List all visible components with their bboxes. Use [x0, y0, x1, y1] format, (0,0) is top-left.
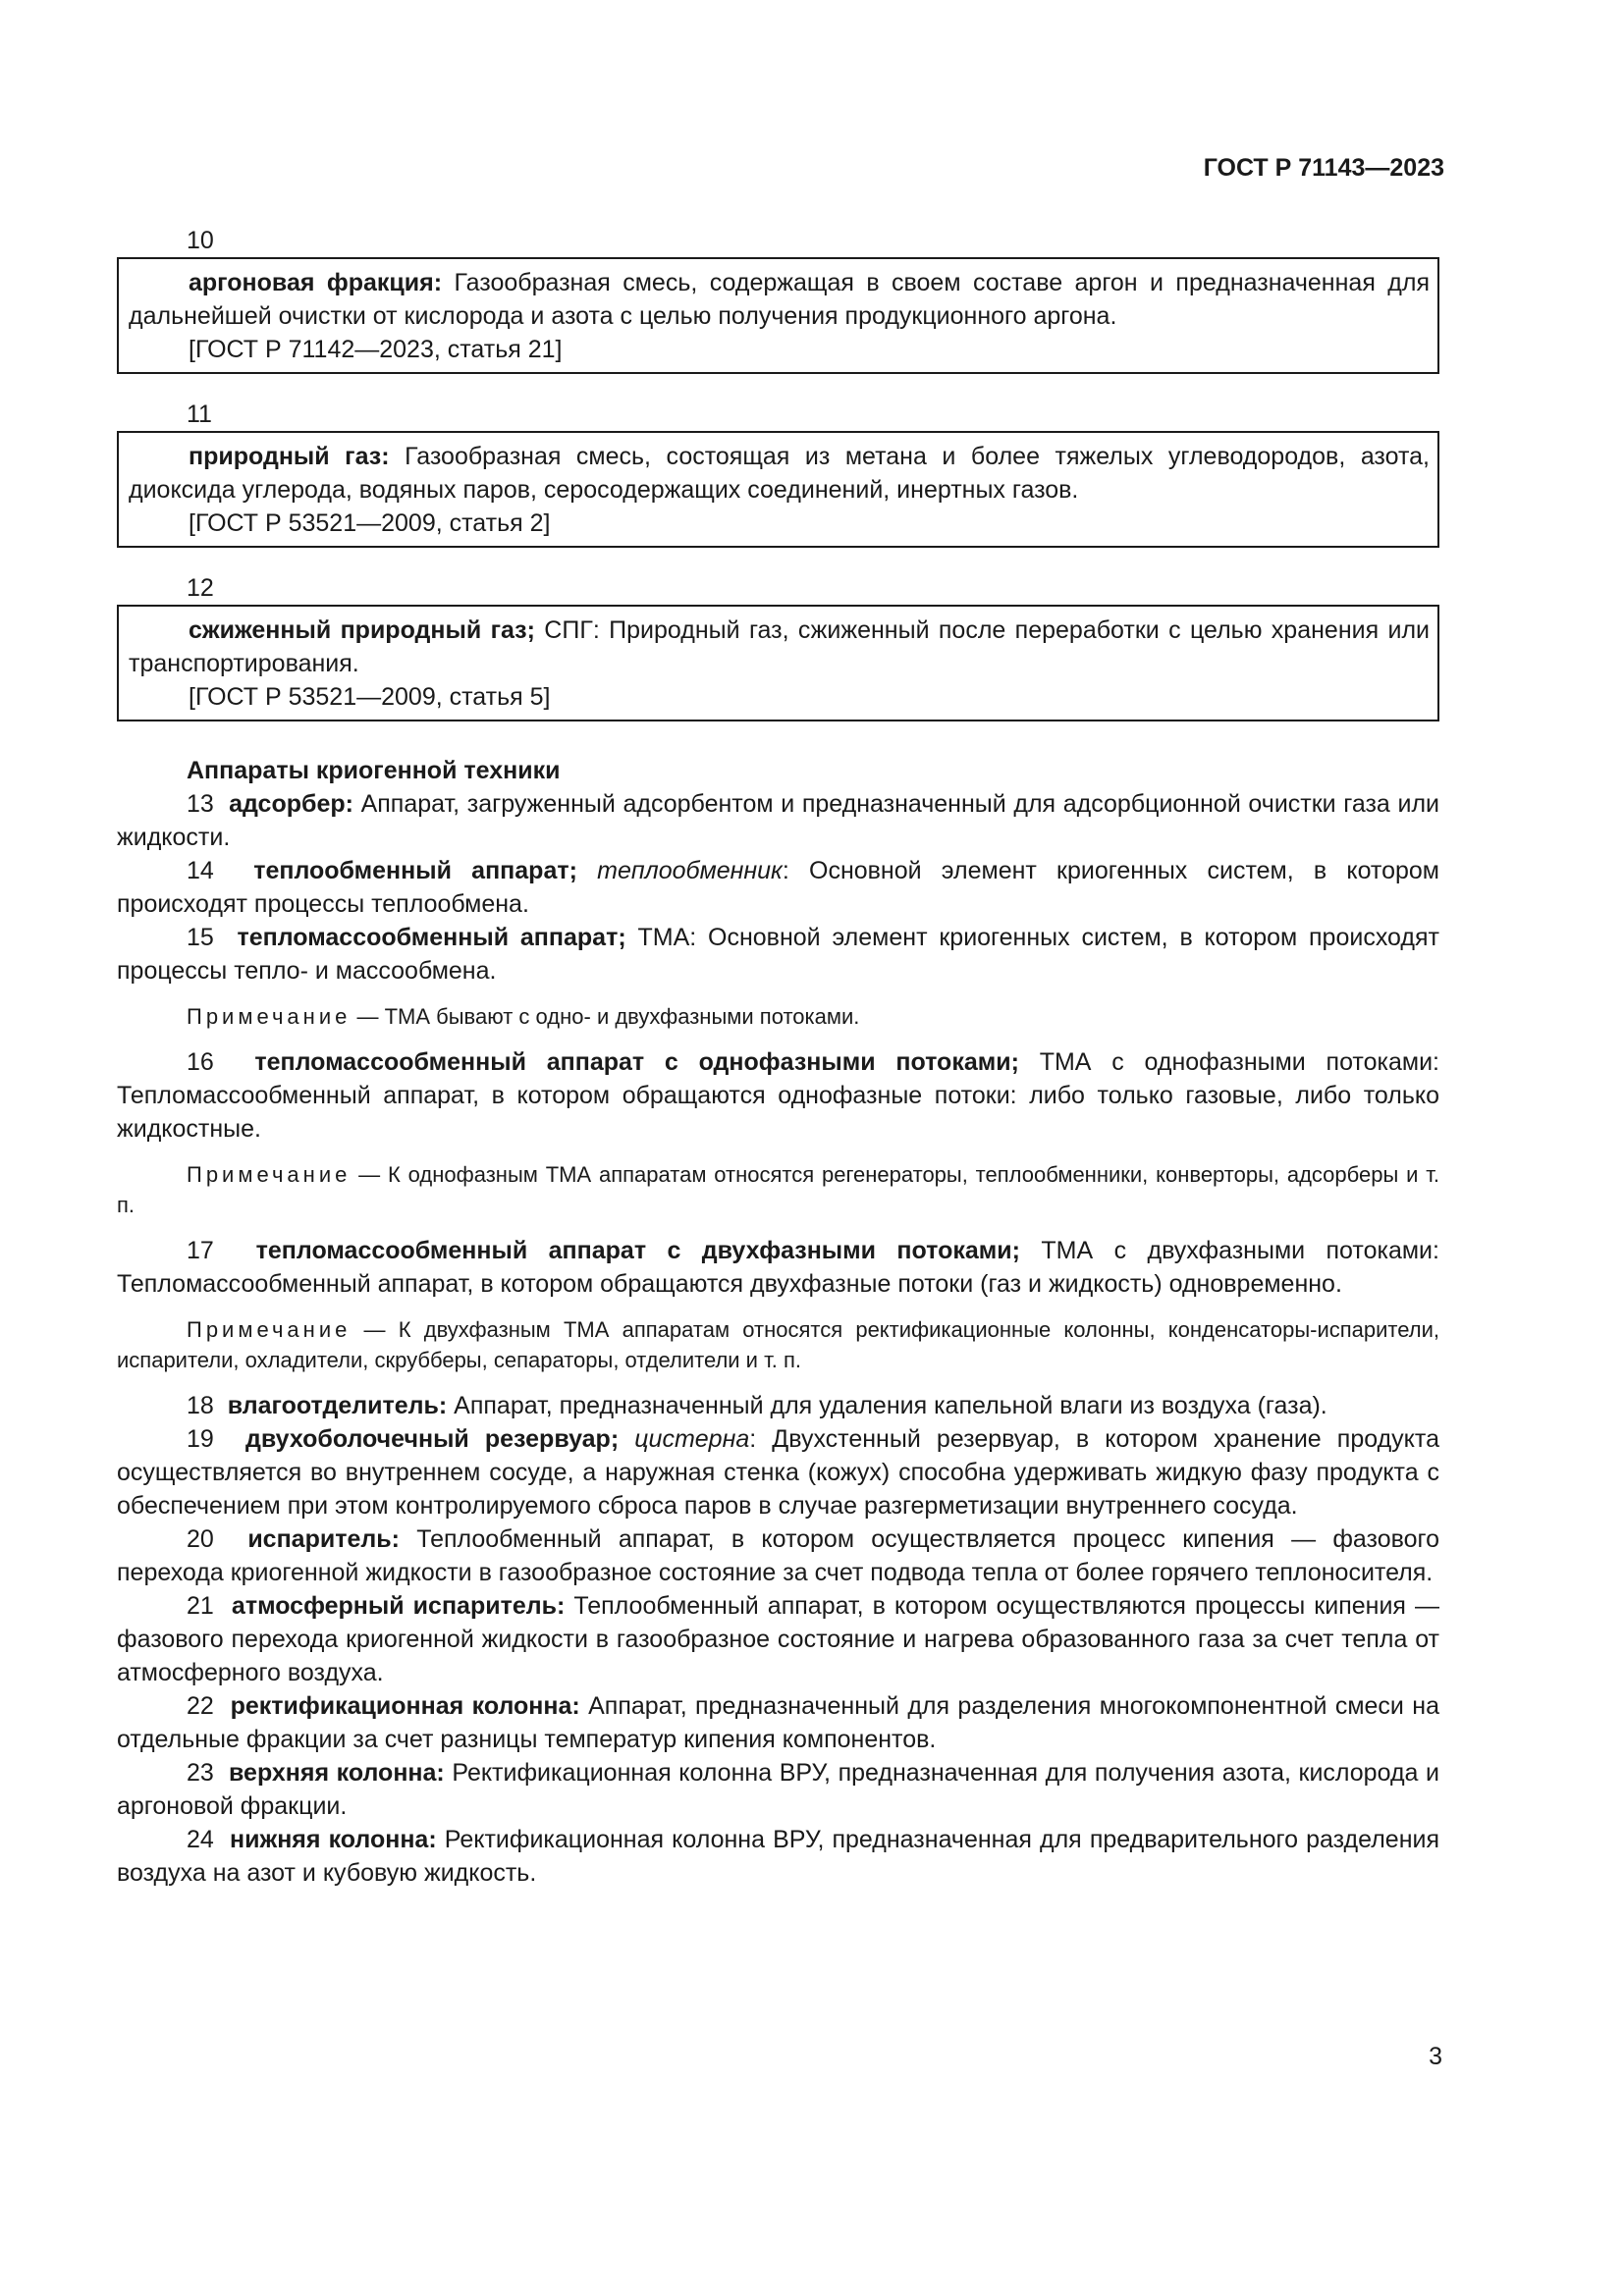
term-synonym: цистерна — [634, 1425, 750, 1453]
note-16: Примечание — К однофазным ТМА аппаратам относятся регенераторы, теплообменники, конверторы, адсорберы и т. п. — [117, 1162, 1439, 1217]
term-name: тепломассообменный аппарат с однофазными потоками; — [254, 1048, 1019, 1076]
term-name: атмосферный испаритель: — [231, 1592, 566, 1620]
term-name: сжиженный природный газ; — [189, 616, 535, 644]
note-label: Примечание — [187, 1162, 352, 1187]
note-label: Примечание — [187, 1317, 352, 1342]
page-number: 3 — [1429, 2043, 1442, 2070]
term-definition: Газообразная смесь, состоящая из метана и более тяжелых углеводородов, азота, диоксида углерода, водяных паров, серосодержащих соединений, инертных газов. — [129, 443, 1430, 504]
term-box-natural-gas — [117, 431, 1439, 548]
note-15: Примечание — ТМА бывают с одно- и двухфазными потоками. — [187, 1004, 860, 1029]
term-name: природный газ: — [189, 443, 390, 470]
quoted-terms-block — [117, 224, 1439, 721]
term-entry-24: 24 нижняя колонна: Ректификационная колонна ВРУ, предназначенная для предварительного разделения воздуха на азот и кубовую жидкость. — [117, 1826, 1440, 1887]
term-entry-14: 14 теплообменный аппарат; теплообменник: Основной элемент криогенных систем, в котором происходят процессы теплообмена. — [117, 857, 1439, 918]
term-name: двухоболочечный резервуар; — [245, 1425, 620, 1453]
term-entry-19: 19 двухоболочечный резервуар; цистерна: Двухстенный резервуар, в котором хранение продукта осуществляется во внутреннем сосуде, а наружная стенка (кожух) способна удерживать жидкую фазу продукта с обеспечением при этом контролируемого сброса паров в случае разгерметизации внутреннего сосуда. — [117, 1425, 1439, 1520]
term-name: испаритель: — [247, 1525, 400, 1553]
term-source: [ГОСТ Р 71142—2023, статья 21] — [189, 336, 563, 363]
cryogenic-apparatus-section — [117, 754, 1439, 1890]
term-name: адсорбер: — [229, 790, 353, 818]
term-box-lng — [117, 605, 1439, 721]
term-name: нижняя колонна: — [230, 1826, 437, 1853]
term-name: тепломассообменный аппарат; — [237, 924, 626, 951]
term-entry-17: 17 тепломассообменный аппарат с двухфазными потоками; ТМА с двухфазными потоками: Тепломассообменный аппарат, в котором обращаются двухфазные потоки (газ и жидкость) одновременно. — [117, 1237, 1439, 1298]
standard-code-header: ГОСТ Р 71143—2023 — [1203, 154, 1444, 182]
section-title: Аппараты криогенной техники — [187, 757, 561, 784]
term-box-argon-fraction — [117, 257, 1439, 374]
term-name: ректификационная колонна: — [230, 1692, 580, 1720]
term-entry-13: 13 адсорбер: Аппарат, загруженный адсорбентом и предназначенный для адсорбционной очистки газа или жидкости. — [117, 790, 1439, 851]
term-entry-22: 22 ректификационная колонна: Аппарат, предназначенный для разделения многокомпонентной смеси на отдельные фракции за счет разницы температур кипения компонентов. — [117, 1692, 1439, 1753]
term-source: [ГОСТ Р 53521—2009, статья 5] — [189, 683, 551, 711]
term-name: верхняя колонна: — [229, 1759, 445, 1787]
term-entry-18: 18 влагоотделитель: Аппарат, предназначенный для удаления капельной влаги из воздуха (газа). — [187, 1392, 1327, 1419]
term-number: 10 — [187, 227, 214, 254]
term-name: влагоотделитель: — [227, 1392, 448, 1419]
note-label: Примечание — [187, 1004, 352, 1029]
term-entry-21: 21 атмосферный испаритель: Теплообменный аппарат, в котором осуществляются процессы кипения — фазового перехода криогенной жидкости в газообразное состояние и нагрева образованного газа за счет тепла от атмосферного воздуха. — [117, 1592, 1439, 1686]
term-synonym: теплообменник — [597, 857, 783, 884]
term-name: теплообменный аппарат; — [253, 857, 577, 884]
term-entry-20: 20 испаритель: Теплообменный аппарат, в котором осуществляется процесс кипения — фазового перехода криогенной жидкости в газообразное состояние за счет подвода тепла от более горячего теплоносителя. — [117, 1525, 1439, 1586]
term-number: 11 — [187, 400, 212, 428]
term-definition: СПГ: Природный газ, сжиженный после переработки с целью хранения или транспортирования. — [129, 616, 1431, 677]
term-name: аргоновая фракция: — [189, 269, 443, 296]
term-entry-16: 16 тепломассообменный аппарат с однофазными потоками; ТМА с однофазными потоками: Тепломассообменный аппарат, в котором обращаются однофазные потоки: либо только газовые, либо только жидкостные. — [117, 1048, 1439, 1143]
term-name: тепломассообменный аппарат с двухфазными потоками; — [255, 1237, 1020, 1264]
term-number: 12 — [187, 574, 214, 602]
term-source: [ГОСТ Р 53521—2009, статья 2] — [189, 509, 551, 537]
term-definition: Газообразная смесь, содержащая в своем составе аргон и предназначенная для дальнейшей очистки от кислорода и азота с целью получения продукционного аргона. — [129, 269, 1430, 330]
term-entry-15: 15 тепломассообменный аппарат; ТМА: Основной элемент криогенных систем, в котором происходят процессы тепло- и массообмена. — [117, 924, 1439, 985]
term-entry-23: 23 верхняя колонна: Ректификационная колонна ВРУ, предназначенная для получения азота, кислорода и аргоновой фракции. — [117, 1759, 1439, 1820]
note-17: Примечание — К двухфазным ТМА аппаратам относятся ректификационные колонны, конденсаторы-испарители, испарители, охладители, скрубберы, сепараторы, отделители и т. п. — [117, 1317, 1439, 1372]
